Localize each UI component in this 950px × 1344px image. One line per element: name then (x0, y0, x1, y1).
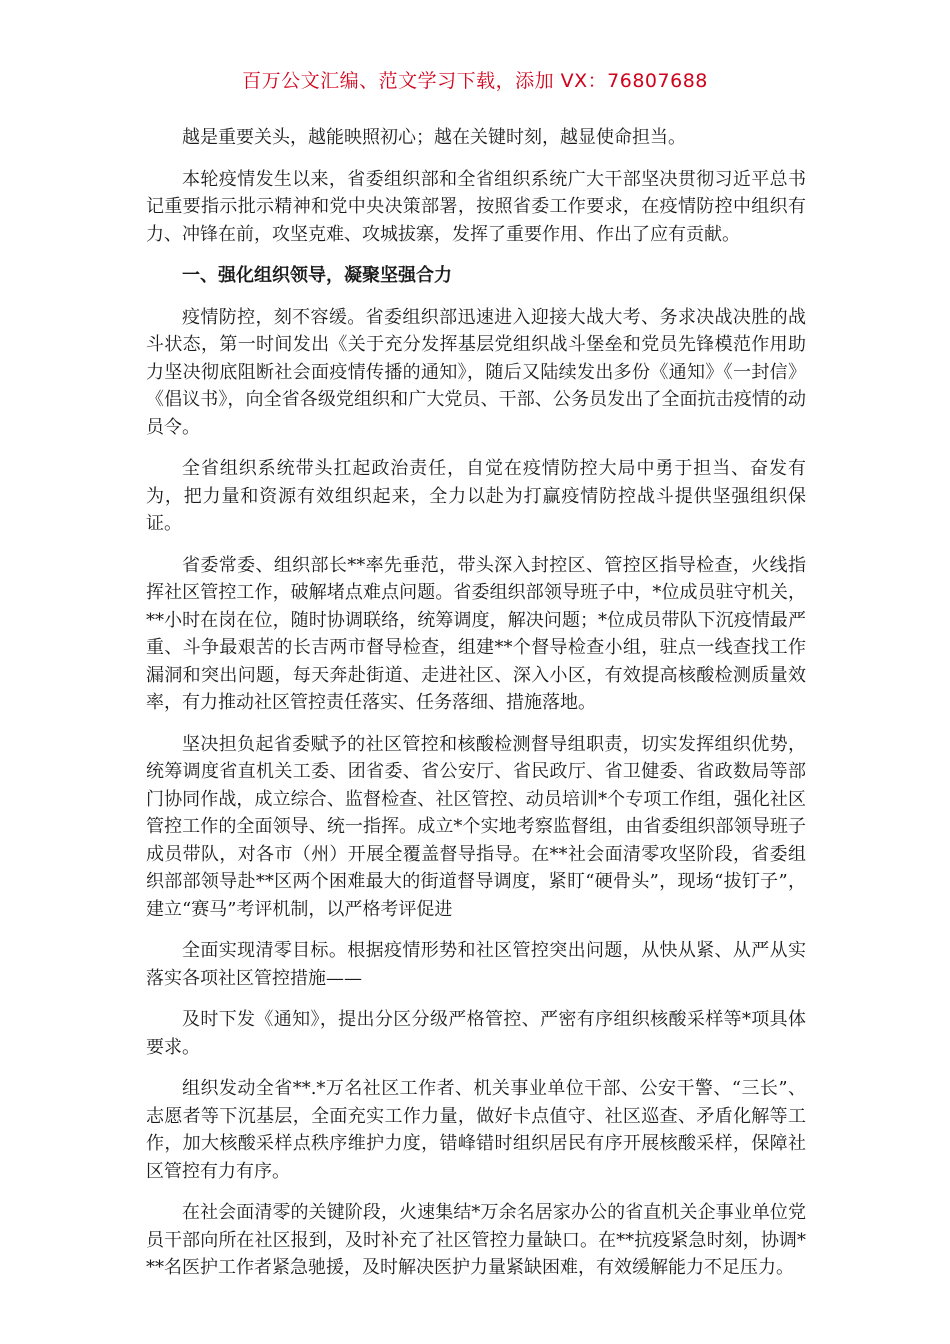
document-body (146, 124, 806, 1296)
paragraph: 全面实现清零目标。根据疫情形势和社区管控突出问题，从快从紧、从严从实落实各项社区管控措施—— (146, 940, 806, 989)
paragraph: 疫情防控，刻不容缓。省委组织部迅速进入迎接大战大考、务求决战决胜的战斗状态，第一时间发出《关于充分发挥基层党组织战斗堡垒和党员先锋模范作用助力坚决彻底阻断社会面疫情传播的通知》，随后又陆续发出多份《通知》《一封信》《倡议书》，向全省各级党组织和广大党员、干部、公务员发出了全面抗击疫情的动员令。 (146, 306, 806, 438)
paragraph: 坚决担负起省委赋予的社区管控和核酸检测督导组职责，切实发挥组织优势，统筹调度省直机关工委、团省委、省公安厅、省民政厅、省卫健委、省政数局等部门协同作战，成立综合、监督检查、社区管控、动员培训*个专项工作组，强化社区管控工作的全面领导、统一指挥。成立*个实地考察监督组，由省委组织部领导班子成员带队，对各市（州）开展全覆盖督导指导。在**社会面清零攻坚阶段，省委组织部部领导赴**区两个困难最大的街道督导调度，紧盯“硬骨头”，现场“拔钉子”，建立“赛马”考评机制，以严格考评促进 (146, 733, 806, 920)
header-banner: 百万公文汇编、范文学习下载，添加 VX：76807688 (242, 70, 708, 92)
paragraph: 在社会面清零的关键阶段，火速集结*万余名居家办公的省直机关企事业单位党员干部向所在社区报到，及时补充了社区管控力量缺口。在**抗疫紧急时刻，协调***名医护工作者紧急驰援，及时解决医护力量紧缺困难，有效缓解能力不足压力。 (146, 1202, 806, 1278)
paragraph: 及时下发《通知》，提出分区分级严格管控、严密有序组织核酸采样等*项具体要求。 (146, 1009, 806, 1058)
paragraph: 全省组织系统带头扛起政治责任，自觉在疫情防控大局中勇于担当、奋发有为，把力量和资源有效组织起来，全力以赴为打赢疫情防控战斗提供坚强组织保证。 (146, 458, 806, 534)
paragraph: 组织发动全省**.*万名社区工作者、机关事业单位干部、公安干警、“三长”、志愿者等下沉基层，全面充实工作力量，做好卡点值守、社区巡查、矛盾化解等工作，加大核酸采样点秩序维护力度，错峰错时组织居民有序开展核酸采样，保障社区管控有力有序。 (146, 1078, 806, 1182)
paragraph: 省委常委、组织部长**率先垂范，带头深入封控区、管控区指导检查，火线指挥社区管控工作，破解堵点难点问题。省委组织部领导班子中，*位成员驻守机关，**小时在岗在位，随时协调联络，统筹调度，解决问题；*位成员带队下沉疫情最严重、斗争最艰苦的长吉两市督导检查，组建**个督导检查小组，驻点一线查找工作漏洞和突出问题，每天奔赴街道、走进社区、深入小区，有效提高核酸检测质量效率，有力推动社区管控责任落实、任务落细、措施落地。 (146, 554, 806, 713)
section-heading: 一、强化组织领导，凝聚坚强合力 (182, 265, 452, 286)
paragraph: 本轮疫情发生以来，省委组织部和全省组织系统广大干部坚决贯彻习近平总书记重要指示批示精神和党中央决策部署，按照省委工作要求，在疫情防控中组织有力、冲锋在前，攻坚克难、攻城拔寨，发挥了重要作用、作出了应有贡献。 (146, 168, 806, 245)
paragraph: 越是重要关头，越能映照初心；越在关键时刻，越显使命担当。 (182, 127, 686, 148)
